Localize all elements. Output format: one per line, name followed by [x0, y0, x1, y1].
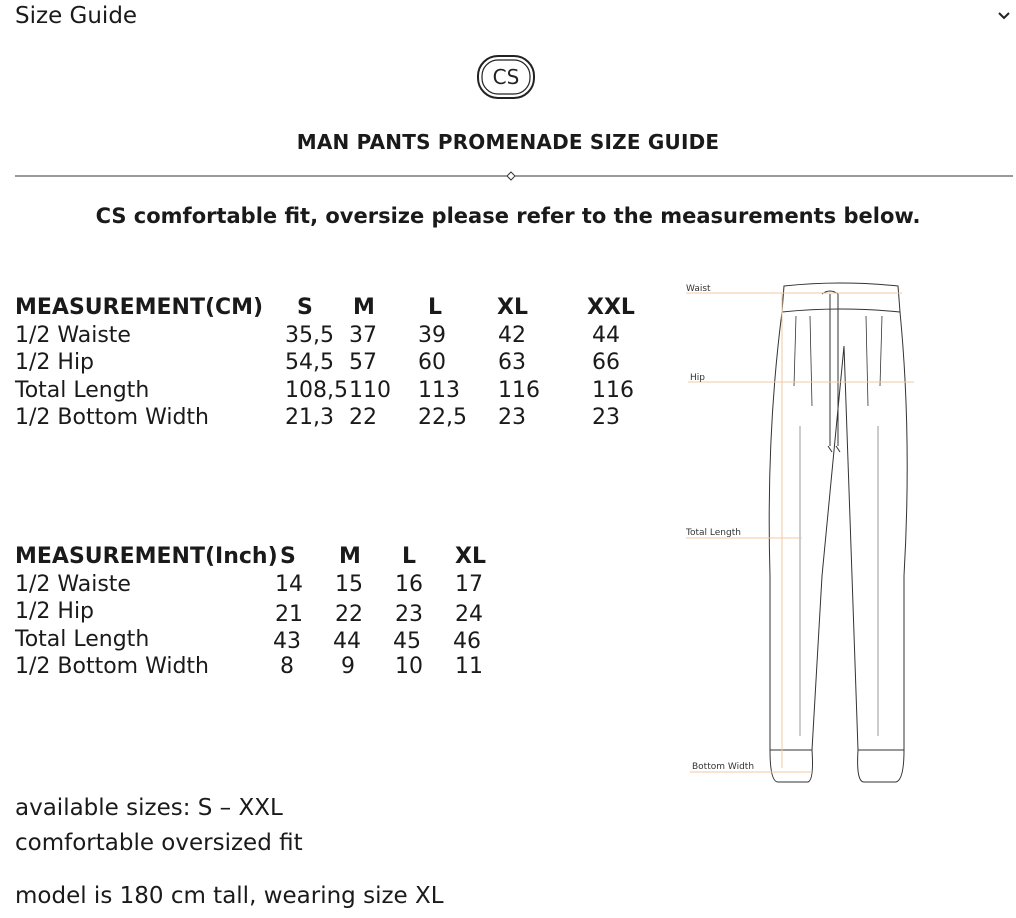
table-cm-header-xxl: XXL: [587, 295, 635, 320]
table-inch-cell: 21: [275, 602, 303, 627]
table-cm-cell: 116: [498, 377, 540, 403]
table-inch-row-label: 1/2 Hip: [15, 599, 95, 624]
table-inch-header-xl: XL: [455, 544, 486, 569]
table-cm-cell: 23: [592, 405, 620, 430]
logo-text: CS: [492, 65, 520, 89]
table-inch-header-l: L: [402, 544, 417, 569]
table-inch-header-label: MEASUREMENT(Inch): [15, 544, 278, 569]
table-cm-cell: 21,3: [285, 405, 334, 430]
table-cm-cell: 22,5: [418, 405, 467, 430]
table-cm-header-l: L: [428, 295, 443, 320]
title-divider: [15, 170, 1013, 182]
table-cm-cell: 108,5: [285, 377, 348, 403]
table-inch-cell: 24: [455, 602, 483, 627]
table-cm-cell: 42: [498, 322, 526, 348]
table-cm-row-label: 1/2 Bottom Width: [15, 405, 210, 430]
model-info-text: model is 180 cm tall, wearing size XL: [15, 883, 444, 909]
table-inch-header-m: M: [339, 544, 361, 569]
table-cm-cell: 35,5: [285, 322, 334, 348]
table-cm-cell: 54,5: [285, 350, 334, 375]
table-cm-cell: 110: [349, 377, 391, 403]
table-cm-header-label: MEASUREMENT(CM): [15, 295, 264, 320]
diagram-label-waist: Waist: [686, 284, 711, 294]
table-cm-header-xl: XL: [497, 295, 528, 320]
table-cm-cell: 60: [418, 350, 446, 375]
fit-text: comfortable oversized fit: [15, 830, 303, 856]
chevron-down-icon[interactable]: [994, 6, 1014, 26]
diagram-label-total-length: Total Length: [686, 528, 741, 538]
table-inch-cell: 9: [341, 654, 355, 679]
table-cm-row-label: 1/2 Hip: [15, 350, 95, 375]
table-inch-row-label: Total Length: [15, 626, 150, 652]
table-cm-cell: 57: [349, 350, 377, 375]
table-inch-cell: 10: [395, 654, 423, 679]
table-cm-header-s: S: [297, 295, 313, 320]
table-cm-cell: 66: [592, 350, 620, 375]
table-inch-cell: 15: [335, 571, 363, 597]
pants-measurement-diagram: [682, 276, 922, 792]
table-inch-cell: 14: [275, 571, 303, 597]
table-cm-cell: 37: [349, 322, 377, 348]
table-inch-cell: 11: [455, 654, 483, 679]
diagram-label-hip: Hip: [690, 373, 705, 383]
table-cm-cell: 63: [498, 350, 526, 375]
table-inch-cell: 16: [395, 571, 423, 597]
measurement-table-inch: [15, 543, 515, 683]
table-inch-header-s: S: [280, 544, 296, 569]
table-cm-row-label: Total Length: [15, 377, 150, 403]
guide-title: MAN PANTS PROMENADE SIZE GUIDE: [296, 130, 720, 154]
table-inch-cell: 22: [335, 602, 363, 627]
cs-logo-icon: [476, 54, 536, 100]
table-cm-cell: 22: [349, 405, 377, 430]
table-inch-cell: 23: [395, 602, 423, 627]
measurement-table-cm: [15, 294, 655, 434]
available-sizes-text: available sizes: S – XXL: [15, 795, 283, 821]
table-cm-header-m: M: [353, 295, 375, 320]
table-inch-cell: 17: [455, 571, 483, 597]
table-inch-cell: 44: [333, 629, 361, 654]
table-cm-row-label: 1/2 Waiste: [15, 322, 131, 348]
table-cm-cell: 44: [592, 322, 620, 348]
table-cm-cell: 113: [418, 377, 460, 403]
guide-subtitle: CS comfortable fit, oversize please refer to the measurements below.: [95, 204, 921, 228]
diagram-label-bottom-width: Bottom Width: [692, 762, 755, 772]
table-cm-cell: 23: [498, 405, 526, 430]
table-inch-cell: 45: [393, 629, 421, 654]
table-cm-cell: 116: [592, 377, 634, 403]
table-inch-cell: 46: [453, 629, 481, 654]
table-inch-row-label: 1/2 Bottom Width: [15, 654, 210, 679]
size-guide-accordion-title[interactable]: Size Guide: [15, 3, 138, 29]
table-cm-cell: 39: [418, 322, 446, 348]
table-inch-cell: 43: [273, 629, 301, 654]
table-inch-row-label: 1/2 Waiste: [15, 571, 131, 597]
table-inch-cell: 8: [280, 654, 294, 679]
